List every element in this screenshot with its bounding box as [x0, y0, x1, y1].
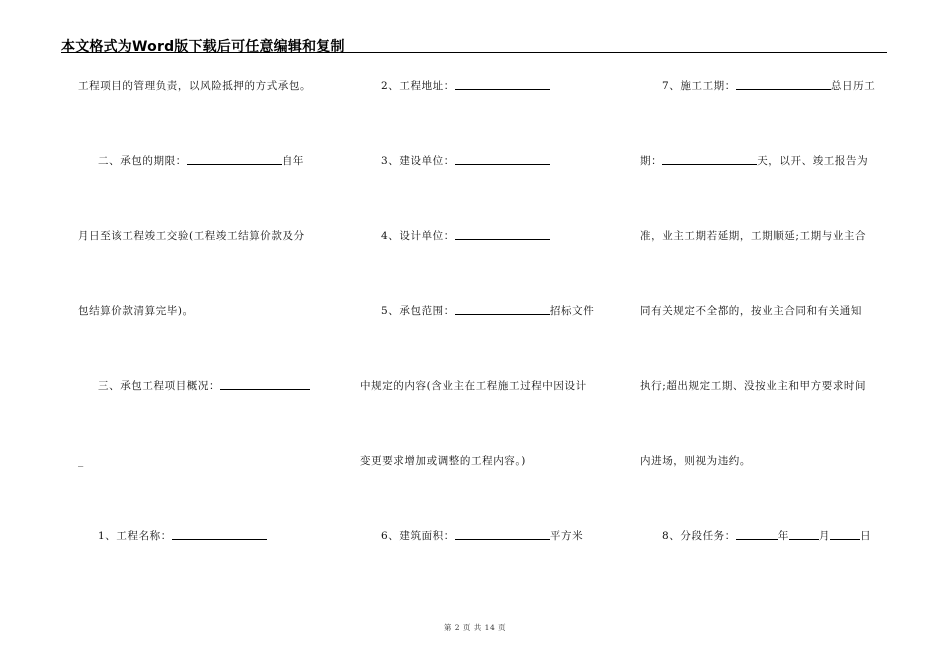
period-days-blank [662, 154, 757, 165]
design-unit-blank [455, 229, 550, 240]
phase-year-blank [736, 529, 778, 540]
phase-month-label: 月 [819, 530, 831, 542]
col3-line-4: 同有关规定不全都的，按业主合同和有关通知 [640, 305, 862, 317]
construction-unit-label: 3、建设单位： [381, 155, 455, 167]
construction-period-blank [736, 79, 831, 90]
col3-line-2 [640, 154, 868, 168]
phase-year-label: 年 [777, 530, 789, 542]
col2-line-2 [381, 154, 550, 168]
project-name-label: 1、工程名称： [98, 530, 172, 542]
phase-task-label: 8、分段任务： [662, 530, 736, 542]
contract-scope-label: 5、承包范围： [381, 305, 455, 317]
col1-line-4: 包结算价款清算完毕)。 [78, 305, 194, 317]
col2-line-3 [381, 229, 550, 243]
col3-line-5: 执行;超出规定工期、没按业主和甲方要求时间 [640, 380, 867, 392]
project-overview-label: 三、承包工程项目概况： [98, 380, 221, 392]
period-days-label: 期： [640, 155, 663, 167]
project-name-blank [172, 529, 267, 540]
building-area-label: 6、建筑面积： [381, 530, 455, 542]
design-unit-label: 4、设计单位： [381, 230, 455, 242]
contract-scope-suffix: 招标文件 [549, 305, 595, 317]
project-address-label: 2、工程地址： [381, 80, 455, 92]
col1-line-6: _ [78, 455, 84, 467]
col3-line-7 [662, 529, 871, 543]
construction-unit-blank [455, 154, 550, 165]
col1-line-7 [98, 529, 267, 543]
document-header: 本文格式为Word版下载后可任意编辑和复制 [61, 39, 345, 55]
project-overview-blank [220, 379, 310, 390]
period-days-suffix: 天，以开、竣工报告为 [757, 155, 869, 167]
col3-line-6: 内进场，则视为违约。 [640, 455, 751, 467]
contract-period-suffix: 自年 [281, 155, 305, 167]
col3-line-1 [662, 79, 875, 93]
col2-line-7 [381, 529, 583, 543]
contract-period-blank [187, 154, 282, 165]
col2-line-1 [381, 79, 550, 93]
col1-line-2 [98, 154, 304, 168]
project-address-blank [455, 79, 550, 90]
col3-line-3: 准，业主工期若延期，工期顺延;工期与业主合 [640, 230, 867, 242]
building-area-unit: 平方米 [549, 530, 584, 542]
col2-line-6: 变更要求增加或调整的工程内容。) [360, 455, 526, 467]
building-area-blank [455, 529, 550, 540]
col1-line-1: 工程项目的管理负责，以风险抵押的方式承包。 [78, 80, 312, 92]
col2-line-5: 中规定的内容(含业主在工程施工过程中因设计 [360, 380, 587, 392]
phase-day-label: 日 [860, 530, 872, 542]
col1-line-3: 月日至该工程竣工交验(工程竣工结算价款及分 [78, 230, 305, 242]
phase-month-blank [789, 529, 819, 540]
page-number: 第 2 页 共 14 页 [443, 623, 507, 632]
phase-day-blank [830, 529, 860, 540]
col2-line-4 [381, 304, 594, 318]
header-rule [61, 52, 887, 53]
contract-scope-blank [455, 304, 550, 315]
construction-period-suffix: 总日历工 [830, 80, 876, 92]
contract-period-label: 二、承包的期限： [98, 155, 187, 167]
col1-line-5 [98, 379, 310, 393]
construction-period-label: 7、施工工期： [662, 80, 736, 92]
